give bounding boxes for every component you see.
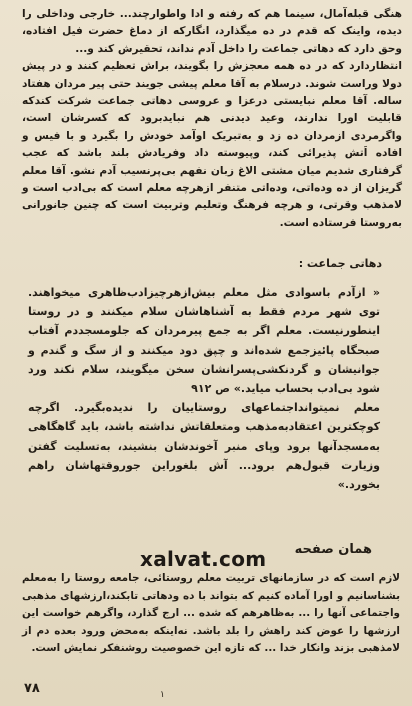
- page-number: ۷۸: [24, 681, 40, 696]
- heading-same-page: همان صفحه: [294, 542, 372, 557]
- quoted-passage: « ازآدم باسوادی مثل معلم بیش‌ازهرچیزادب‌ظاهری میخواهند. توی شهر مردم فقط به آشناهاشان سلام میکنند و در روستا اینطورنیست. معلم اگر به جمع پیرمردان که جلومسجددم آفتاب صبحگاه پائیزجمع شده‌اند و چپق دود میکنند و از سگ و گندم و جوانیشان و گردنکشی‌پسرانشان سخن میگویند، سلام نکند ورد شود بی‌ادب بحساب میاید.» ص ۹۱۲ معلم نمیتوانداجتماعهای روستاییان را ندیده‌بگیرد. اگرچه کوچکترین اعتقادبه‌مذهب ومتعلقاتش نداشته باشد، باید گاهگاهی به‌مسجدآنها برود وپای منبر آخوندشان بنشیند، به‌تسلیت گفتن وزیارت قبول‌هم برود... آش بلغوراین جوروقتهاشان راهم بخورد.»: [28, 286, 380, 492]
- bottom-paragraph: لازم است که در سازمانهای تربیت معلم روستائی، جامعه روستا را به‌معلم بشناسانیم و اورا آماده کنیم که بتواند با ده ودهاتی تابکند،ارزشهای مذهبی واجتماعی آنها را ... به‌ظاهرهم که شده ... ارج گذارد، واگرهم خواست این ارزشها را عوض کند راهش را بلد باشد. نه‌اینکه به‌محض ورود بعده دم از لامذهبی بزند وانکار خدا ... که تازه این خصوصیت روشنفکر نمایش است.: [22, 572, 400, 655]
- watermark-text: xalvat.com: [140, 547, 267, 571]
- section-heading-jamaat: دهاتی جماعت :: [298, 257, 382, 270]
- bottom-mark: ۱: [160, 690, 165, 700]
- main-paragraph: هنگی قبله‌آمال، سینما هم که رفته و ادا واطوارچند... خارجی وداخلی را دیده، واینک که قدم در ده میگذارد، انگارکه از دماغ حضرت فیل افتاده، وحق دارد که دهاتی جماعت را داخل آدم نداند، تحقیرش کند و... انتظاردارد که در ده همه معجزش را بگویند، براش تعظیم کنند و در پیش دولا وراست شوند. درسلام به آقا معلم پیشی جویند حتی پیر مردان هفتاد ساله. آقا معلم نبایستی درعزا و عروسی دهاتی جماعت شرکت کندکه قابلیت اورا ندارند، وعید دیدنی هم نبایدبرود که کسرشان است، واگرمردی ازمردان ده زد و به‌تبریک اوآمد خودش را بگیرد و با فیس و افاده اَتش پذیرائی کند، وپیوسته داد وفریادش بلند باشد که عجب گرفتاری شدیم میان مشتی الاغ زبان نفهم بی‌پرنسیب آدم نشو. آقا معلم گریزان از ده وده‌اتی، وده‌اتی متنفر ازهرچه معلم است که بی‌ادب است و لامذهب وقرتی، و هرچه فرهنگ وتعلیم وتربیت است که چنین جانورانی به‌روستا فرستاده است.: [22, 8, 402, 229]
